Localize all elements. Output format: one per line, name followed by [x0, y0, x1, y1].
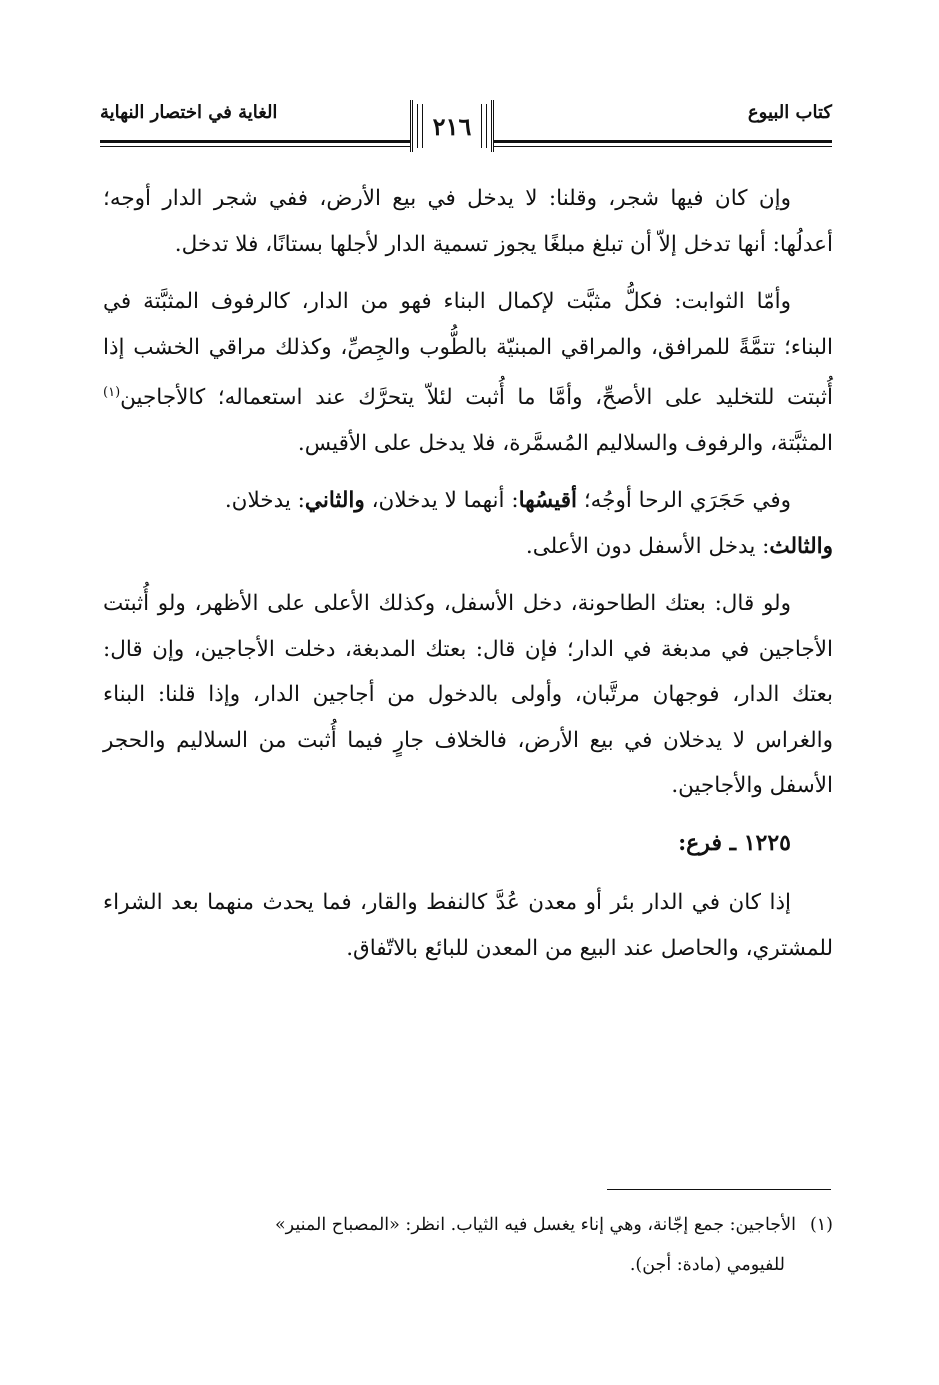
paragraph-well: إذا كان في الدار بئر أو معدن عُدَّ كالنفط والقار، فما يحدث منهما بعد الشراء للمشتري، والحاصل عند البيع من المعدن للبائع بالاتّفاق. — [103, 890, 833, 961]
footnote-reference: (١) — [103, 385, 121, 400]
text-span: : يدخلان. — [224, 488, 305, 514]
section-heading: ١٢٢٥ ـ فرع: — [678, 829, 791, 856]
page-number: ٢١٦ — [410, 100, 494, 152]
paragraph-fixtures-rest: المثبَّتة، والرفوف والسلاليم المُسمَّرة، فلا يدخل على الأقيس. — [297, 430, 833, 456]
book-section-title: كتاب البيوع — [747, 102, 832, 123]
text-span: وفي حَجَرَي الرحا أوجُه؛ — [576, 488, 791, 514]
footnote-text: الأجاجين: جمع إجّانة، وهي إناء يغسل فيه الثياب. انظر: «المصباح المنير» — [274, 1215, 796, 1235]
footnote-divider — [607, 1189, 831, 1190]
paragraph-millstones — [103, 478, 833, 569]
bold-term: أقيسُها — [518, 488, 577, 514]
text-span: : يدخل الأسفل دون الأعلى. — [525, 533, 770, 559]
text-span: : أنهما لا يدخلان، — [364, 488, 519, 514]
footnote — [103, 1205, 833, 1285]
main-text — [103, 176, 833, 983]
paragraph-mill: ولو قال: بعتك الطاحونة، دخل الأسفل، وكذلك الأعلى على الأظهر، ولو أُثبتت الأجاجين في مدبغة في الدار؛ فإن قال: بعتك المدبغة، دخلت الأجاجين، وإن قال: بعتك الدار، فوجهان مرتَّبان، وأولى بالدخول من أجاجين الدار، وإذا قلنا: البناء والغراس لا يدخلان في بيع الأرض، فالخلاف جارٍ فيما أُثبت من السلاليم والحجر الأسفل والأجاجين. — [103, 591, 833, 799]
paragraph-trees: وإن كان فيها شجر، وقلنا: لا يدخل في بيع الأرض، ففي شجر الدار أوجه؛ أعدلُها: أنها تدخل إلاّ أن تبلغ مبلغًا يجوز تسمية الدار لأجلها بستانًا، فلا تدخل. — [103, 186, 833, 257]
book-title: الغاية في اختصار النهاية — [100, 102, 278, 123]
footnote-text-continued: للفيومي (مادة: أجن). — [629, 1255, 785, 1275]
page-header — [100, 100, 832, 160]
footnote-number: (١) — [809, 1215, 833, 1235]
bold-term: والثاني — [304, 488, 365, 514]
bold-term: والثالث — [769, 533, 833, 559]
paragraph-fixtures — [103, 279, 833, 466]
paragraph-fixtures-text: وأمّا الثوابت: فكلُّ مثبَّت لإكمال البناء فهو من الدار، كالرفوف المثبَّتة في البناء؛ تتمَّةً للمرافق، والمراقي المبنيّة بالطُّوب والجِصِّ، وكذلك مراقي الخشب إذا أُثبتت للتخليد على الأصحِّ، وأمَّا ما أُثبت لئلاّ يتحرَّك عند استعماله؛ كالأجاجين — [103, 289, 833, 411]
